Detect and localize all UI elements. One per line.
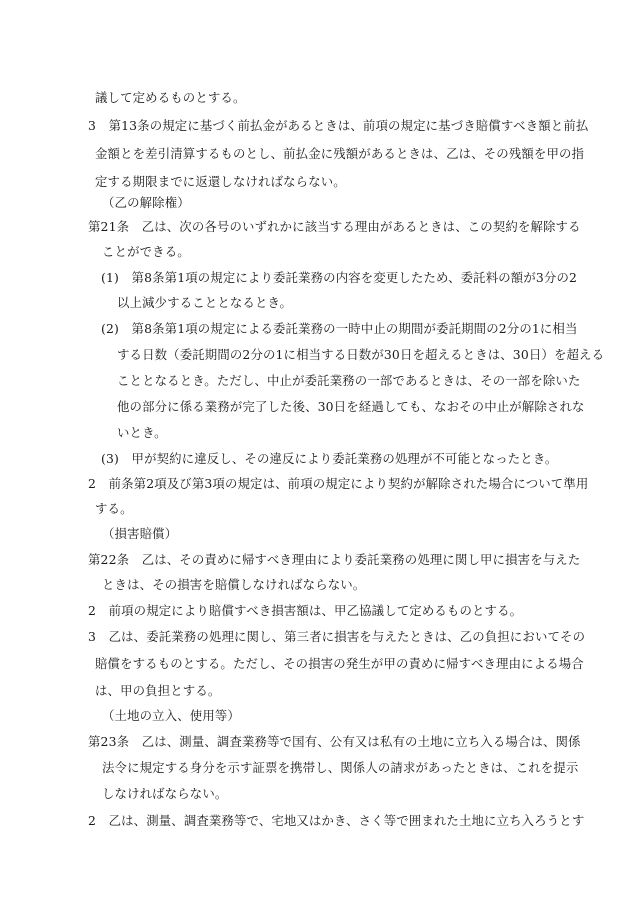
text-line: 法令に規定する身分を示す証票を携帯し、関係人の請求があったときは、これを提示 <box>102 760 579 775</box>
text-line: 議して定めるものとする。 <box>95 90 246 105</box>
text-line: いとき。 <box>117 425 167 440</box>
text-line: しなければならない。 <box>102 786 228 801</box>
text-line: 3 乙は、委託業務の処理に関し、第三者に損害を与えたときは、乙の負担においてその <box>88 629 586 644</box>
section-heading: （土地の立入、使用等） <box>102 708 240 723</box>
text-line: する日数（委託期間の2分の1に相当する日数が30日を超えるときは、30日）を超える <box>117 347 605 362</box>
article-line: 第22条 乙は、その責めに帰すべき理由により委託業務の処理に関し甲に損害を与えた <box>88 552 581 567</box>
section-heading: （乙の解除権） <box>102 195 190 210</box>
text-line: ことができる。 <box>102 244 190 259</box>
list-item-line: (3) 甲が契約に違反し、その違反により委託業務の処理が不可能となったとき。 <box>101 451 558 466</box>
text-line: 定する期限までに返還しなければならない。 <box>95 174 346 189</box>
article-line: 第21条 乙は、次の各号のいずれかに該当する理由があるときは、この契約を解除する <box>88 219 581 234</box>
text-line: は、甲の負担とする。 <box>95 683 221 698</box>
text-line: 2 前条第2項及び第3項の規定は、前項の規定により契約が解除された場合について準用 <box>88 476 589 491</box>
text-line: 金額とを差引清算するものとし、前払金に残額があるときは、乙は、その残額を甲の指 <box>95 146 585 161</box>
text-line: する。 <box>95 501 133 516</box>
list-item-line: (1) 第8条第1項の規定により委託業務の内容を変更したため、委託料の額が3分の2 <box>101 270 578 285</box>
section-heading: （損害賠償） <box>102 526 178 541</box>
text-line: 他の部分に係る業務が完了した後、30日を経過しても、なおその中止が解除されな <box>117 399 585 414</box>
text-line: 2 乙は、測量、調査業務等で、宅地又はかき、さく等で囲まれた土地に立ち入ろうとす <box>88 813 585 828</box>
text-line: ときは、その損害を賠償しなければならない。 <box>102 577 366 592</box>
text-line: 賠償をするものとする。ただし、その損害の発生が甲の責めに帰すべき理由による場合 <box>95 656 584 671</box>
text-line: 以上減少することとなるとき。 <box>117 295 293 310</box>
text-line: 3 第13条の規定に基づく前払金があるときは、前項の規定に基づき賠償すべき額と前払 <box>88 118 589 133</box>
text-line: こととなるとき。ただし、中止が委託業務の一部であるときは、その一部を除いた <box>117 373 581 388</box>
text-line: 2 前項の規定により賠償すべき損害額は、甲乙協議して定めるものとする。 <box>88 603 523 618</box>
list-item-line: (2) 第8条第1項の規定による委託業務の一時中止の期間が委託期間の2分の1に相当 <box>101 321 578 336</box>
article-line: 第23条 乙は、測量、調査業務等で国有、公有又は私有の土地に立ち入る場合は、関係 <box>88 734 581 749</box>
